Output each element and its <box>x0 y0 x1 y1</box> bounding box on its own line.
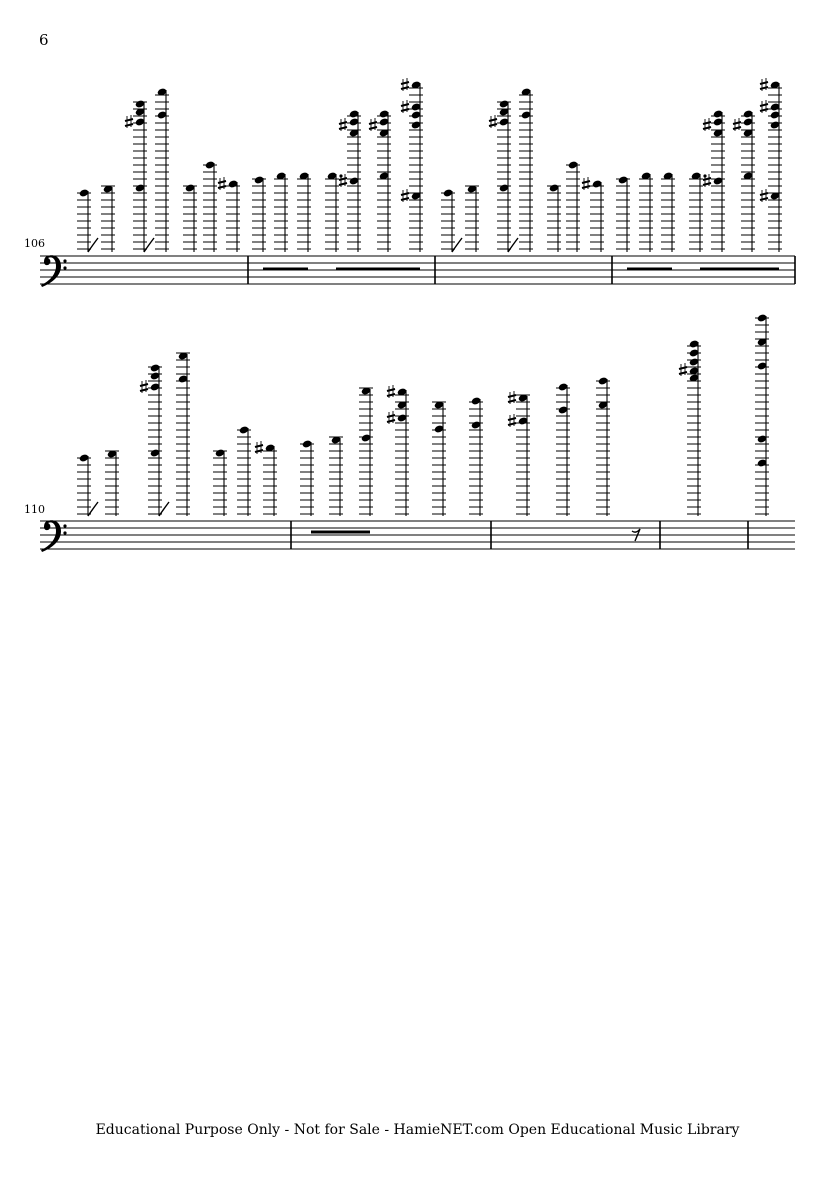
sharp-sign <box>679 363 687 376</box>
note-flag <box>88 238 98 252</box>
sharp-sign <box>218 177 226 190</box>
sharp-sign <box>760 189 768 202</box>
sharp-sign <box>339 118 347 131</box>
sharp-sign <box>140 380 148 393</box>
note-flag <box>144 238 154 252</box>
sharp-sign <box>760 78 768 91</box>
staff-system-2 <box>40 521 795 549</box>
sharp-sign <box>401 78 409 91</box>
sharp-sign <box>508 391 516 404</box>
sharp-sign <box>255 441 263 454</box>
sharp-sign <box>582 177 590 190</box>
sharp-sign <box>401 189 409 202</box>
sharp-sign <box>760 100 768 113</box>
bass-clef-2 <box>41 520 67 552</box>
sharp-sign <box>387 411 395 424</box>
footer-text: Educational Purpose Only - Not for Sale - HamieNET.com Open Educational Music Library <box>95 1122 740 1138</box>
sharp-sign <box>489 115 497 128</box>
sharp-sign <box>703 118 711 131</box>
note-flag <box>88 502 98 516</box>
note-flag <box>508 238 518 252</box>
sharp-sign <box>508 414 516 427</box>
sharp-sign <box>369 118 377 131</box>
note-flag <box>452 238 462 252</box>
measure-number-110: 110 <box>24 503 45 516</box>
note-flag <box>159 502 169 516</box>
sharp-sign <box>125 115 133 128</box>
sharp-sign <box>387 385 395 398</box>
bass-clef-1 <box>41 255 67 287</box>
page-number: 6 <box>39 31 49 49</box>
measure-number-106: 106 <box>24 237 45 250</box>
notes <box>77 78 782 541</box>
sharp-sign <box>733 118 741 131</box>
sharp-sign <box>401 100 409 113</box>
